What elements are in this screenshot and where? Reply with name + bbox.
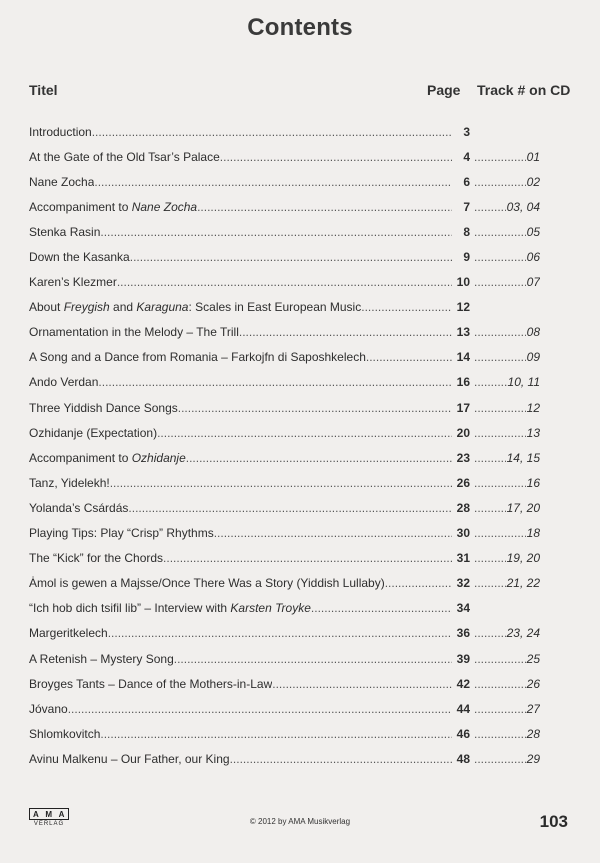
toc-entry-page: 8 [463,224,470,239]
leader-dots [110,476,452,490]
toc-entry-title-part: and [109,300,137,315]
toc-entry-title: Jóvano [29,701,68,716]
toc-entry-page: 13 [456,325,470,340]
toc-entry-page: 12 [456,300,470,315]
toc-entry-page: 6 [463,174,470,189]
column-header-titel: Titel [29,82,58,98]
toc-entry-title: Ozhidanje (Expectation) [29,425,158,440]
column-header-page: Page [427,82,461,98]
toc-entry-title: A Song and a Dance from Romania – Farkojfn di Saposhkelech [29,350,366,365]
toc-entry-track: 03, 04 [506,199,540,214]
toc-entry-track: 09 [526,350,540,365]
toc-entry [29,169,540,194]
toc-entry-page: 4 [463,149,470,164]
toc-entry [29,194,540,219]
toc-entry-track: 17, 20 [506,500,540,515]
toc-entry-track-cell [474,426,540,440]
leader-dots [157,426,452,440]
toc-entry-page: 10 [456,275,470,290]
toc-entry-title-part: Accompaniment to [29,199,132,214]
toc-entry-track: 16 [526,475,540,490]
toc-entry [29,345,540,370]
toc-entry-page: 14 [456,350,470,365]
leader-dots [272,677,452,691]
toc-entry-page: 34 [456,601,470,616]
table-of-contents [29,119,540,771]
leader-dots [68,702,452,716]
toc-entry [29,370,540,395]
toc-entry-page: 42 [456,676,470,691]
toc-entry-title: A Retenish – Mystery Song [29,651,174,666]
toc-entry [29,596,540,621]
toc-entry-title-italic: Nane Zocha [131,199,198,214]
page-title: Contents [247,14,353,41]
track-leader-dots [474,652,526,666]
leader-dots [174,652,452,666]
track-leader-dots [474,727,526,741]
toc-entry-page: 17 [456,400,470,415]
toc-entry [29,144,540,169]
leader-dots [100,225,452,239]
leader-dots [186,451,452,465]
leader-dots [385,576,452,590]
toc-entry-track: 19, 20 [506,551,540,566]
track-leader-dots [474,375,507,389]
toc-entry-track: 29 [526,751,540,766]
toc-entry-track: 21, 22 [506,576,540,591]
toc-entry-page: 36 [456,626,470,641]
toc-entry-track-cell [474,350,540,364]
toc-entry-track-cell [474,576,540,590]
leader-dots [92,125,452,139]
leader-dots [163,551,452,565]
logo-letter: A [58,809,65,819]
toc-entry-page: 9 [463,250,470,265]
toc-entry [29,119,540,144]
toc-entry-track-cell [474,250,540,264]
toc-entry-title-part: : Scales in East European Music [188,300,362,315]
track-leader-dots [474,250,526,264]
track-leader-dots [474,702,526,716]
logo-subtitle: VERLAG [33,821,65,827]
toc-entry-track-cell [474,225,540,239]
toc-entry-track-cell [474,551,540,565]
track-leader-dots [474,150,526,164]
toc-entry-title: Margeritkelech [29,626,108,641]
toc-entry-page: 32 [456,576,470,591]
toc-entry-track-cell [474,451,540,465]
toc-entry-track: 08 [526,325,540,340]
logo-letter: M [45,809,53,819]
toc-entry-page: 28 [456,500,470,515]
toc-entry-title-italic: Freygish [63,300,110,315]
toc-entry-title: Introduction [29,124,92,139]
toc-entry-track-cell [474,677,540,691]
toc-entry-title-italic: Karaguna [136,300,189,315]
toc-entry-track-cell [474,150,540,164]
track-leader-dots [474,752,526,766]
leader-dots [361,300,452,314]
toc-entry-title: Shlomkovitch [29,726,101,741]
toc-entry-title: Down the Kasanka [29,250,130,265]
track-leader-dots [474,325,526,339]
toc-entry-title-part: Accompaniment to [29,450,132,465]
toc-entry [29,219,540,244]
toc-entry-track-cell [474,652,540,666]
toc-entry-title: Broyges Tants – Dance of the Mothers-in-Law [29,676,273,691]
toc-entry-track-cell [474,727,540,741]
toc-entry-title: Nane Zocha [29,174,95,189]
leader-dots [100,727,452,741]
toc-entry-title [29,601,311,615]
toc-entry-track: 13 [526,425,540,440]
leader-dots [214,526,452,540]
toc-entry-track: 12 [526,400,540,415]
toc-entry-track: 28 [526,726,540,741]
toc-entry-track-cell [474,375,540,389]
leader-dots [311,601,452,615]
track-leader-dots [474,401,526,415]
toc-entry-track-cell [474,401,540,415]
toc-entry [29,470,540,495]
track-leader-dots [474,350,526,364]
track-leader-dots [474,501,506,515]
toc-entry-title: The “Kick” for the Chords [29,551,164,566]
toc-entry-page: 20 [456,425,470,440]
track-leader-dots [474,175,526,189]
toc-entry [29,746,540,771]
toc-entry [29,546,540,571]
toc-entry [29,671,540,696]
toc-entry-title-part: About [29,300,64,315]
leader-dots [98,375,452,389]
toc-entry-page: 31 [456,551,470,566]
toc-entry-title: Ȧmol is gewen a Majsse/Once There Was a Story (Yiddish Lullaby) [29,576,385,591]
leader-dots [220,150,452,164]
toc-entry-track: 02 [526,174,540,189]
leader-dots [230,752,452,766]
toc-entry-title [29,300,361,314]
leader-dots [178,401,452,415]
track-leader-dots [474,677,526,691]
toc-entry-page: 7 [463,199,470,214]
toc-entry-title: Ando Verdan [29,375,99,390]
toc-entry-track-cell [474,275,540,289]
toc-entry-page: 44 [456,701,470,716]
toc-entry-title: Three Yiddish Dance Songs [29,400,178,415]
toc-entry-page: 3 [463,124,470,139]
leader-dots [108,626,452,640]
toc-entry-track: 27 [526,701,540,716]
toc-entry-track: 25 [526,651,540,666]
toc-entry-track: 14, 15 [506,450,540,465]
track-leader-dots [474,275,526,289]
toc-entry-track: 01 [526,149,540,164]
leader-dots [197,200,452,214]
toc-entry [29,521,540,546]
toc-entry-track-cell [474,476,540,490]
toc-entry-track-cell [474,702,540,716]
toc-entry-title-part: “Ich hob dich tsifil lib” – Interview with [29,601,231,616]
toc-entry [29,621,540,646]
toc-entry-page: 26 [456,475,470,490]
page-number: 103 [539,812,568,831]
leader-dots [94,175,452,189]
track-leader-dots [474,225,526,239]
track-leader-dots [474,200,506,214]
toc-entry-track-cell [474,325,540,339]
toc-entry [29,646,540,671]
toc-entry-track-cell [474,526,540,540]
toc-entry-track: 23, 24 [506,626,540,641]
toc-entry [29,696,540,721]
toc-entry [29,320,540,345]
toc-entry [29,571,540,596]
track-leader-dots [474,526,526,540]
toc-entry-title: Avinu Malkenu – Our Father, our King [29,751,230,766]
toc-entry [29,445,540,470]
track-leader-dots [474,551,506,565]
toc-entry-title: Ornamentation in the Melody – The Trill [29,325,239,340]
toc-entry-title: Playing Tips: Play “Crisp” Rhythms [29,526,214,541]
toc-entry-track-cell [474,175,540,189]
toc-entry-page: 39 [456,651,470,666]
toc-entry-title: Karen’s Klezmer [29,275,117,290]
toc-entry-title: Stenka Rasin [29,224,101,239]
track-leader-dots [474,626,506,640]
leader-dots [239,325,452,339]
toc-entry-title-italic: Ozhidanje [131,450,186,465]
toc-entry-track: 07 [526,275,540,290]
track-leader-dots [474,576,506,590]
leader-dots [366,350,452,364]
toc-entry-track-cell [474,626,540,640]
toc-entry-title-italic: Karsten Troyke [230,601,311,616]
copyright-notice: © 2012 by AMA Musikverlag [249,817,351,826]
toc-entry-track: 06 [526,250,540,265]
toc-entry-title [29,451,186,465]
toc-entry-track-cell [474,501,540,515]
toc-entry-track: 18 [526,526,540,541]
toc-entry [29,295,540,320]
toc-entry-page: 16 [456,375,470,390]
toc-entry-page: 30 [456,526,470,541]
toc-entry-track: 10, 11 [507,375,540,390]
toc-entry-track: 26 [526,676,540,691]
toc-entry-page: 23 [456,450,470,465]
track-leader-dots [474,451,506,465]
leader-dots [130,250,452,264]
toc-entry-title [29,200,197,214]
toc-entry [29,420,540,445]
leader-dots [128,501,452,515]
toc-entry-page: 48 [456,751,470,766]
toc-entry [29,395,540,420]
toc-entry [29,495,540,520]
toc-entry-title: Yolanda’s Csárdás [29,500,129,515]
toc-entry [29,721,540,746]
toc-entry-track-cell [474,752,540,766]
toc-entry-track-cell [474,200,540,214]
leader-dots [117,275,452,289]
toc-entry [29,270,540,295]
toc-entry-track: 05 [526,224,540,239]
column-header-track: Track # on CD [477,82,571,98]
track-leader-dots [474,426,526,440]
toc-entry-page: 46 [456,726,470,741]
toc-entry-title: At the Gate of the Old Tsar’s Palace [29,149,220,164]
toc-entry [29,244,540,269]
track-leader-dots [474,476,526,490]
toc-entry-title: Tanz, Yidelekh! [29,475,110,490]
logo-letter: A [33,809,40,819]
